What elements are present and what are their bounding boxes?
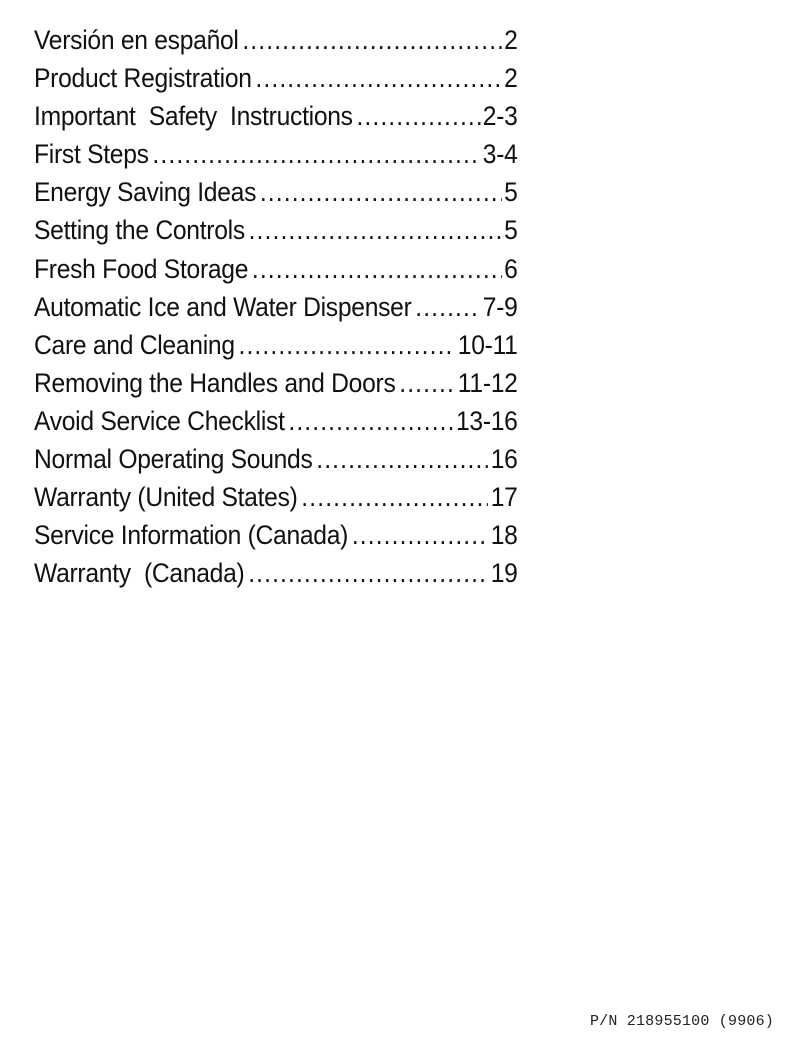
toc-entry-title: Warranty (United States) xyxy=(34,482,298,513)
toc-entry xyxy=(34,444,518,482)
toc-entry-title: Avoid Service Checklist xyxy=(34,405,285,436)
toc-dot-leader xyxy=(260,177,502,208)
toc-entry xyxy=(34,63,518,101)
toc-entry-title: Fresh Food Storage xyxy=(34,253,249,284)
toc-entry-page: 3-4 xyxy=(482,139,518,170)
toc-dot-leader xyxy=(249,215,502,246)
toc-entry-title: Service Information (Canada) xyxy=(34,520,349,551)
toc-entry xyxy=(34,406,518,444)
toc-dot-leader xyxy=(248,558,488,589)
toc-entry-title: Removing the Handles and Doors xyxy=(34,367,396,398)
toc-dot-leader xyxy=(255,63,501,94)
toc-entry xyxy=(34,25,518,63)
toc-entry xyxy=(34,368,518,406)
toc-entry xyxy=(34,101,518,139)
toc-entry-title: Setting the Controls xyxy=(34,215,245,246)
toc-entry-title: Energy Saving Ideas xyxy=(34,177,257,208)
toc-dot-leader xyxy=(152,139,480,170)
toc-dot-leader xyxy=(356,101,480,132)
toc-entry-title: Warranty (Canada) xyxy=(34,558,245,589)
toc-entry-title: First Steps xyxy=(34,139,149,170)
toc-entry-page: 10-11 xyxy=(457,329,518,360)
toc-entry xyxy=(34,215,518,253)
toc-entry-page: 17 xyxy=(490,482,518,513)
toc-entry-title: Important Safety Instructions xyxy=(34,101,353,132)
toc-dot-leader xyxy=(415,292,480,323)
toc-entry-title: Versión en español xyxy=(34,25,239,55)
toc-entry xyxy=(34,520,518,558)
toc-entry-title: Product Registration xyxy=(34,63,252,94)
toc-entry-title: Normal Operating Sounds xyxy=(34,444,313,475)
toc-entry-page: 5 xyxy=(504,177,518,208)
toc-entry-title: Automatic Ice and Water Dispenser xyxy=(34,291,412,322)
toc-entry-page: 11-12 xyxy=(457,367,518,398)
table-of-contents xyxy=(34,25,518,596)
toc-entry-page: 19 xyxy=(490,558,518,589)
toc-dot-leader xyxy=(301,482,488,513)
toc-entry-page: 13-16 xyxy=(455,405,518,436)
toc-dot-leader xyxy=(316,444,488,475)
toc-entry xyxy=(34,330,518,368)
toc-entry-page: 2 xyxy=(504,25,518,55)
toc-entry xyxy=(34,254,518,292)
toc-entry-title: Care and Cleaning xyxy=(34,329,235,360)
toc-entry-page: 2-3 xyxy=(482,101,518,132)
toc-entry xyxy=(34,558,518,596)
toc-entry-page: 6 xyxy=(504,253,518,284)
toc-dot-leader xyxy=(399,368,455,399)
toc-dot-leader xyxy=(252,254,501,285)
part-number: P/N 218955100 (9906) xyxy=(589,1013,774,1030)
toc-dot-leader xyxy=(352,520,488,551)
toc-entry xyxy=(34,177,518,215)
toc-dot-leader xyxy=(288,406,453,437)
toc-dot-leader xyxy=(242,25,501,56)
toc-entry-page: 18 xyxy=(490,520,518,551)
toc-entry-page: 16 xyxy=(490,444,518,475)
toc-entry-page: 2 xyxy=(504,63,518,94)
toc-entry xyxy=(34,139,518,177)
toc-entry xyxy=(34,292,518,330)
toc-entry-page: 7-9 xyxy=(482,291,518,322)
toc-entry xyxy=(34,482,518,520)
toc-entry-page: 5 xyxy=(504,215,518,246)
toc-dot-leader xyxy=(238,330,455,361)
